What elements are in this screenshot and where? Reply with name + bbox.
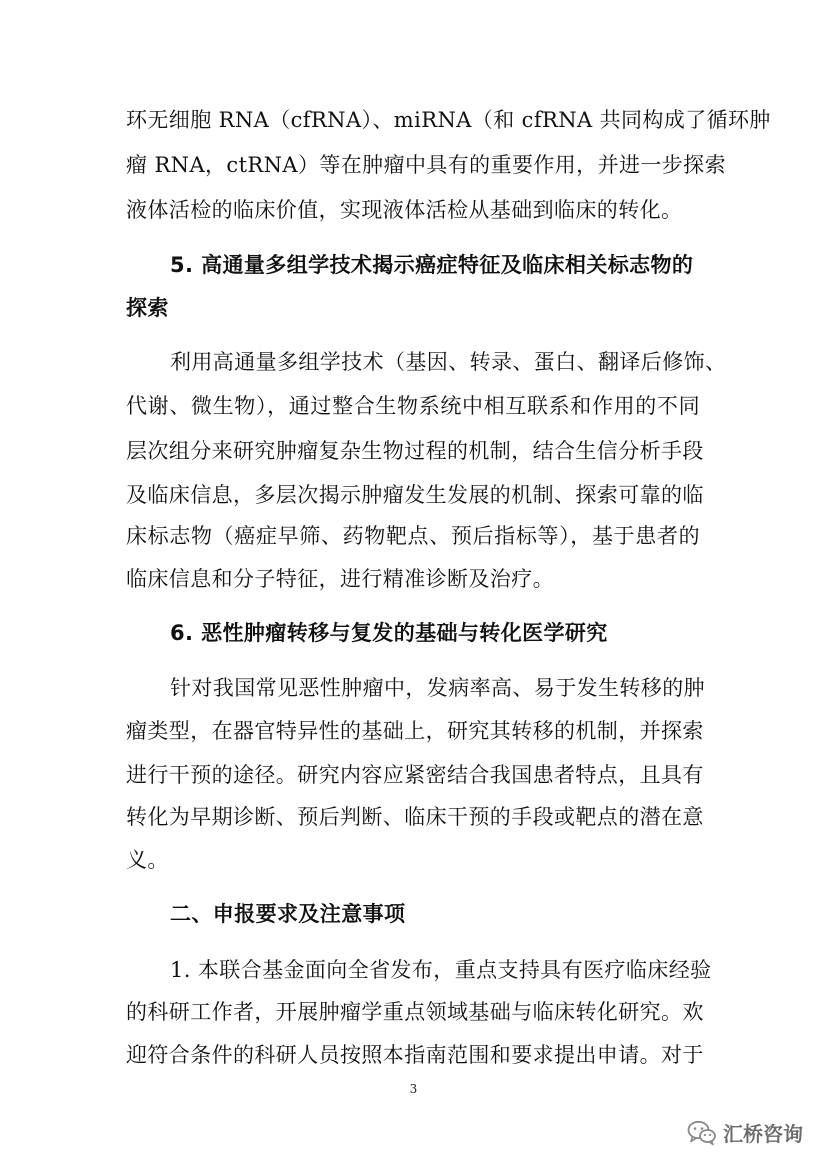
intro-line-1: 环无细胞 RNA（cfRNA）、miRNA（和 cfRNA 共同构成了循环肿 xyxy=(126,108,771,132)
page-number: 3 xyxy=(409,1082,418,1096)
section6-line-4: 转化为早期诊断、预后判断、临床干预的手段或靶点的潜在意 xyxy=(126,805,704,829)
part2-heading: 二、申报要求及注意事项 xyxy=(170,902,406,926)
wechat-icon xyxy=(687,1120,717,1146)
section5-line-5: 床标志物（癌症早筛、药物靶点、预后指标等），基于患者的 xyxy=(126,524,700,548)
section5-line-6: 临床信息和分子特征，进行精准诊断及治疗。 xyxy=(126,567,554,591)
watermark-text: 汇桥咨询 xyxy=(723,1122,803,1146)
watermark xyxy=(687,1118,803,1147)
intro-line-3: 液体活检的临床价值，实现液体活检从基础到临床的转化。 xyxy=(126,198,683,222)
section6-line-1: 针对我国常见恶性肿瘤中，发病率高、易于发生转移的肿 xyxy=(170,676,705,700)
intro-line-2: 瘤 RNA，ctRNA）等在肿瘤中具有的重要作用，并进一步探索 xyxy=(126,153,726,177)
section6-heading: 6. 恶性肿瘤转移与复发的基础与转化医学研究 xyxy=(170,621,608,645)
section5-line-1: 利用高通量多组学技术（基因、转录、蛋白、翻译后修饰、 xyxy=(170,350,727,374)
section5-line-2: 代谢、微生物），通过整合生物系统中相互联系和作用的不同 xyxy=(126,394,700,418)
section5-line-4: 及临床信息，多层次揭示肿瘤发生发展的机制、探索可靠的临 xyxy=(126,483,704,507)
section5-heading-line-2: 探索 xyxy=(126,296,169,320)
section5-heading-line-1: 5. 高通量多组学技术揭示癌症特征及临床相关标志物的 xyxy=(170,253,694,277)
part2-line-1: 1. 本联合基金面向全省发布，重点支持具有医疗临床经验 xyxy=(170,958,712,982)
section5-line-3: 层次组分来研究肿瘤复杂生物过程的机制，结合生信分析手段 xyxy=(126,439,704,463)
part2-line-3: 迎符合条件的科研人员按照本指南范围和要求提出申请。对于 xyxy=(126,1043,704,1067)
part2-line-2: 的科研工作者，开展肿瘤学重点领域基础与临床转化研究。欢 xyxy=(126,1000,704,1024)
section6-line-5: 义。 xyxy=(126,848,169,872)
section6-line-2: 瘤类型，在器官特异性的基础上，研究其转移的机制，并探索 xyxy=(126,719,704,743)
section6-line-3: 进行干预的途径。研究内容应紧密结合我国患者特点，且具有 xyxy=(126,763,704,787)
